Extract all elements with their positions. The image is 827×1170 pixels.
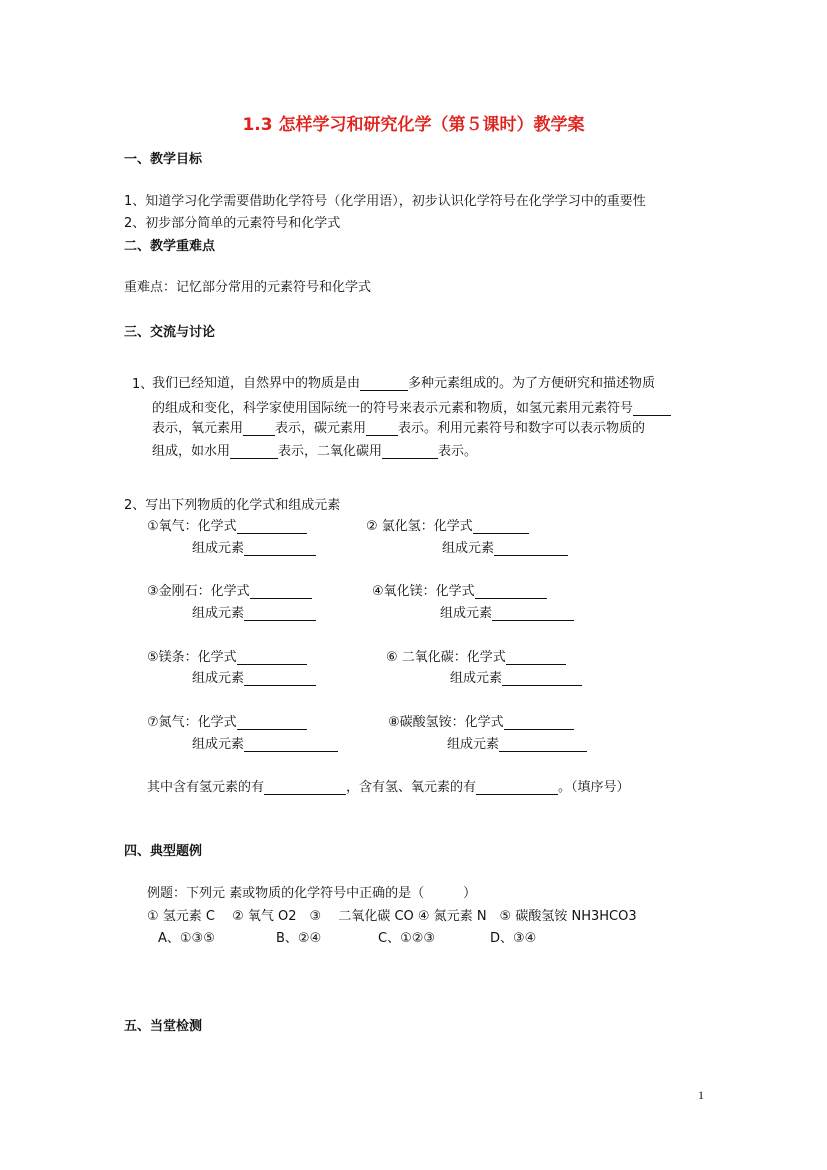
item-3-formula-row: ③金刚石：化学式 — [147, 580, 312, 599]
item-8-element-row: 组成元素 — [447, 733, 587, 752]
item-4-element-row: 组成元素 — [440, 602, 574, 621]
choice-d[interactable]: D、③④ — [490, 931, 537, 946]
choice-c[interactable]: C、①②③ — [378, 931, 436, 946]
key-points: 重难点：记忆部分常用的元素符号和化学式 — [124, 280, 372, 295]
blank-carbon-symbol[interactable] — [366, 421, 398, 436]
section-3-heading: 三、交流与讨论 — [124, 325, 216, 340]
section-2-heading: 二、教学重难点 — [124, 239, 216, 254]
item-7-formula-row: ⑦氮气：化学式 — [147, 711, 307, 730]
item-5-formula-row: ⑤镁条：化学式 — [147, 646, 307, 665]
blank-hydrogen-symbol[interactable] — [633, 401, 671, 416]
page-title: 1.3 怎样学习和研究化学（第５课时）教学案 — [242, 115, 585, 135]
section-4-heading: 四、典型题例 — [124, 844, 203, 859]
blank-water-formula[interactable] — [230, 444, 278, 459]
question-1-number: 1、 — [132, 377, 154, 392]
item-2-element-row: 组成元素 — [442, 537, 568, 556]
blank-item-1-formula[interactable] — [237, 519, 307, 534]
example-question: 例题：下列元 素或物质的化学符号中正确的是（ ） — [147, 886, 477, 901]
item-3-element-row: 组成元素 — [192, 602, 316, 621]
choice-a[interactable]: A、①③⑤ — [158, 931, 215, 946]
objective-2: 2、初步部分简单的元素符号和化学式 — [124, 216, 341, 231]
item-5-element-row: 组成元素 — [192, 667, 316, 686]
blank-item-6-formula[interactable] — [506, 650, 566, 665]
blank-co2-formula[interactable] — [382, 444, 438, 459]
item-6-formula-row: ⑥ 二氧化碳：化学式 — [386, 646, 566, 665]
question-1-line-1: 我们已经知道，自然界中的物质是由 多种元素组成的。为了方便研究和描述物质 — [152, 376, 656, 391]
blank-oxygen-symbol[interactable] — [243, 421, 275, 436]
question-1-line-4: 组成，如水用 表示，二氧化碳用 表示。 — [152, 444, 478, 459]
blank-item-6-elements[interactable] — [502, 671, 582, 686]
objective-1: 1、知道学习化学需要借助化学符号（化学用语），初步认识化学符号在化学学习中的重要性 — [124, 194, 646, 209]
blank-item-8-formula[interactable] — [504, 715, 574, 730]
example-options: ① 氢元素 C ② 氧气 O2 ③ 二氧化碳 CO ④ 氮元素 N ⑤ 碳酸氢铵 NH3HCO3 — [147, 909, 637, 924]
blank-item-7-formula[interactable] — [237, 715, 307, 730]
section-5-heading: 五、当堂检测 — [124, 1019, 203, 1034]
choice-b[interactable]: B、②④ — [276, 931, 322, 946]
blank-item-4-elements[interactable] — [492, 606, 574, 621]
question-1-line-2: 的组成和变化，科学家使用国际统一的符号来表示元素和物质，如氢元素用元素符号 — [152, 397, 671, 416]
question-1-line-3: 表示，氧元素用 表示，碳元素用 表示。利用元素符号和数字可以表示物质的 — [152, 421, 646, 436]
q2-summary: 其中含有氢元素的有 ，含有氢、氧元素的有 。（填序号） — [147, 780, 630, 795]
blank-item-3-formula[interactable] — [250, 584, 312, 599]
section-1-heading: 一、教学目标 — [124, 152, 203, 167]
item-2-formula-row: ② 氯化氢：化学式 — [366, 515, 529, 534]
item-4-formula-row: ④氧化镁：化学式 — [372, 580, 547, 599]
blank-contains-hydrogen-oxygen[interactable] — [476, 780, 558, 795]
page-number: 1 — [698, 1088, 704, 1102]
blank-item-5-formula[interactable] — [237, 650, 307, 665]
question-2-heading: 2、写出下列物质的化学式和组成元素 — [124, 498, 341, 513]
item-6-element-row: 组成元素 — [450, 667, 582, 686]
blank-item-8-elements[interactable] — [499, 737, 587, 752]
blank-item-3-elements[interactable] — [244, 606, 316, 621]
item-8-formula-row: ⑧碳酸氢铵：化学式 — [388, 711, 574, 730]
blank-item-1-elements[interactable] — [244, 541, 316, 556]
item-1-element-row: 组成元素 — [192, 537, 316, 556]
blank-contains-hydrogen[interactable] — [264, 780, 346, 795]
blank-element-count[interactable] — [360, 376, 408, 391]
blank-item-2-elements[interactable] — [494, 541, 568, 556]
blank-item-2-formula[interactable] — [473, 519, 529, 534]
blank-item-7-elements[interactable] — [244, 737, 338, 752]
item-1-formula-row: ①氧气：化学式 — [147, 515, 307, 534]
blank-item-4-formula[interactable] — [475, 584, 547, 599]
blank-item-5-elements[interactable] — [244, 671, 316, 686]
item-7-element-row: 组成元素 — [192, 733, 338, 752]
